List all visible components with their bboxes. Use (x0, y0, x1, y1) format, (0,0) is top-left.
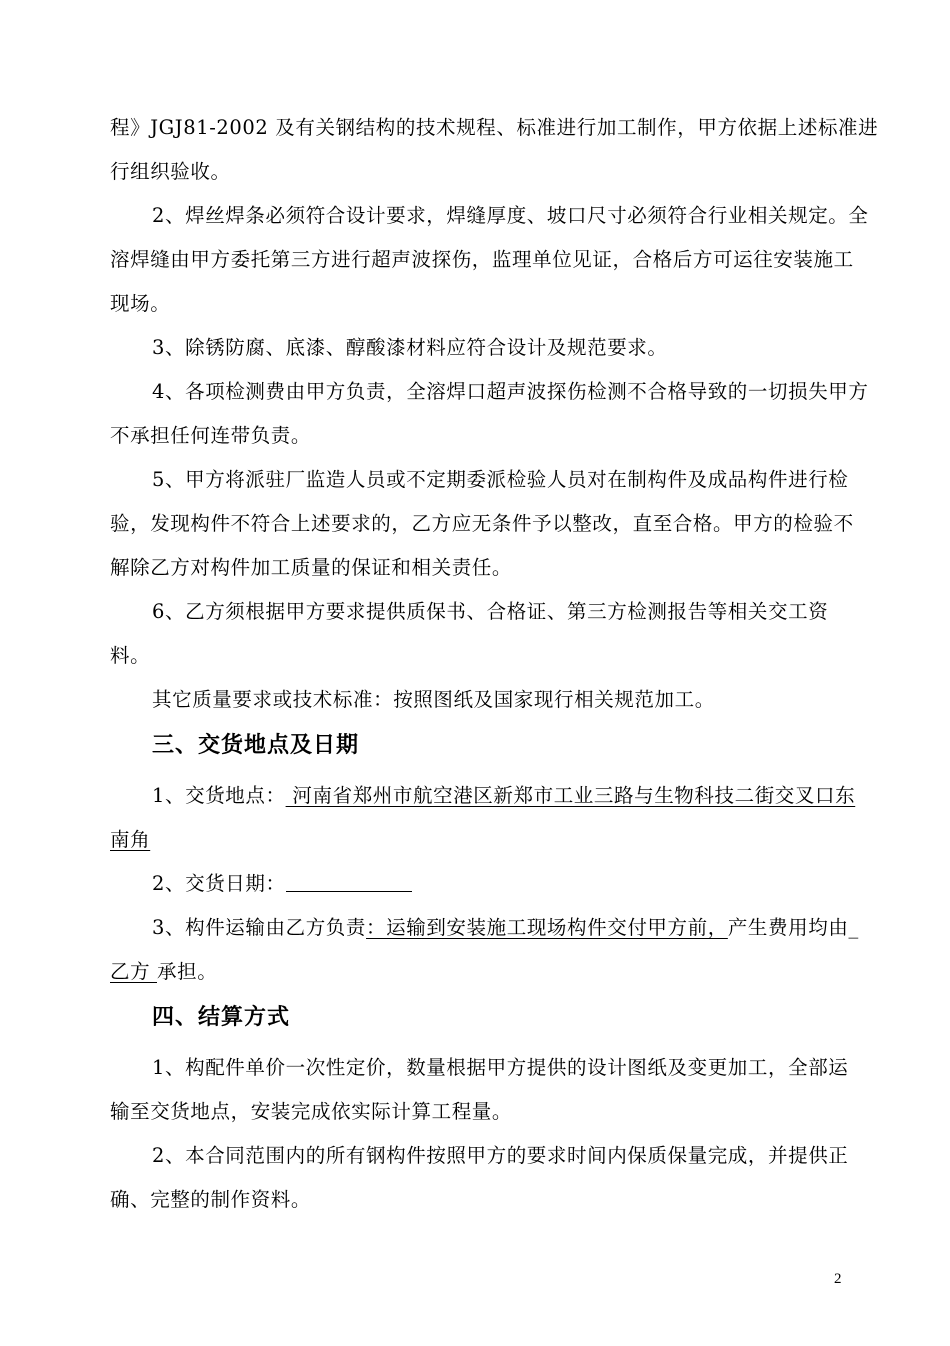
transport-tail: _ (848, 916, 859, 939)
transport-line (152, 916, 859, 940)
paragraph-line: 确、完整的制作资料。 (110, 1188, 312, 1211)
delivery-place-line (152, 784, 855, 808)
delivery-place-line (110, 828, 150, 852)
paragraph-line: 不承担任何连带负责。 (110, 424, 312, 447)
paragraph-line: 1、构配件单价一次性定价，数量根据甲方提供的设计图纸及变更加工，全部运 (152, 1056, 849, 1079)
paragraph-line: 2、焊丝焊条必须符合设计要求，焊缝厚度、坡口尺寸必须符合行业相关规定。全 (152, 204, 869, 227)
paragraph-line: 行组织验收。 (110, 160, 231, 183)
paragraph-line: 解除乙方对构件加工质量的保证和相关责任。 (110, 556, 513, 579)
paragraph-line: 6、乙方须根据甲方要求提供质保书、合格证、第三方检测报告等相关交工资 (152, 600, 829, 623)
paragraph-line: 验，发现构件不符合上述要求的，乙方应无条件予以整改，直至合格。甲方的检验不 (110, 512, 854, 535)
paragraph-line: 溶焊缝由甲方委托第三方进行超声波探伤，监理单位见证，合格后方可运往安装施工 (110, 248, 854, 271)
paragraph-line: 料。 (110, 644, 151, 667)
paragraph-line: 4、各项检测费由甲方负责，全溶焊口超声波探伤检测不合格导致的一切损失甲方 (152, 380, 869, 403)
delivery-date-label: 2、交货日期： (152, 872, 286, 895)
paragraph-line: 其它质量要求或技术标准：按照图纸及国家现行相关规范加工。 (152, 688, 715, 711)
delivery-date-blank (286, 873, 412, 892)
delivery-place-value: 河南省郑州市航空港区新郑市工业三路与生物科技二街交叉口东 (285, 784, 856, 807)
paragraph-line: 5、甲方将派驻厂监造人员或不定期委派检验人员对在制构件及成品构件进行检 (152, 468, 849, 491)
bearer-suffix: 承担。 (157, 960, 218, 983)
transport-line (110, 960, 217, 984)
delivery-place-label: 1、交货地点： (152, 784, 286, 807)
paragraph-line: 现场。 (110, 292, 171, 315)
section-heading: 四、结算方式 (152, 1005, 291, 1030)
delivery-date-line (152, 872, 412, 896)
page-number: 2 (834, 1271, 842, 1287)
paragraph-line: 程》JGJ81-2002 及有关钢结构的技术规程、标准进行加工制作，甲方依据上述标准进 (110, 116, 879, 139)
paragraph-line: 输至交货地点，安装完成依实际计算工程量。 (110, 1100, 513, 1123)
bearer-value: 乙方 (110, 960, 157, 983)
transport-underlined: ：运输到安装施工现场构件交付甲方前， (366, 916, 728, 939)
transport-suffix: 产生费用均由 (727, 916, 849, 939)
delivery-place-value-cont: 南角 (110, 828, 151, 851)
paragraph-line: 2、本合同范围内的所有钢构件按照甲方的要求时间内保质保量完成，并提供正 (152, 1144, 849, 1167)
paragraph-line: 3、除锈防腐、底漆、醇酸漆材料应符合设计及规范要求。 (152, 336, 668, 359)
section-heading: 三、交货地点及日期 (152, 733, 360, 758)
transport-prefix: 3、构件运输由乙方负责 (152, 916, 367, 939)
